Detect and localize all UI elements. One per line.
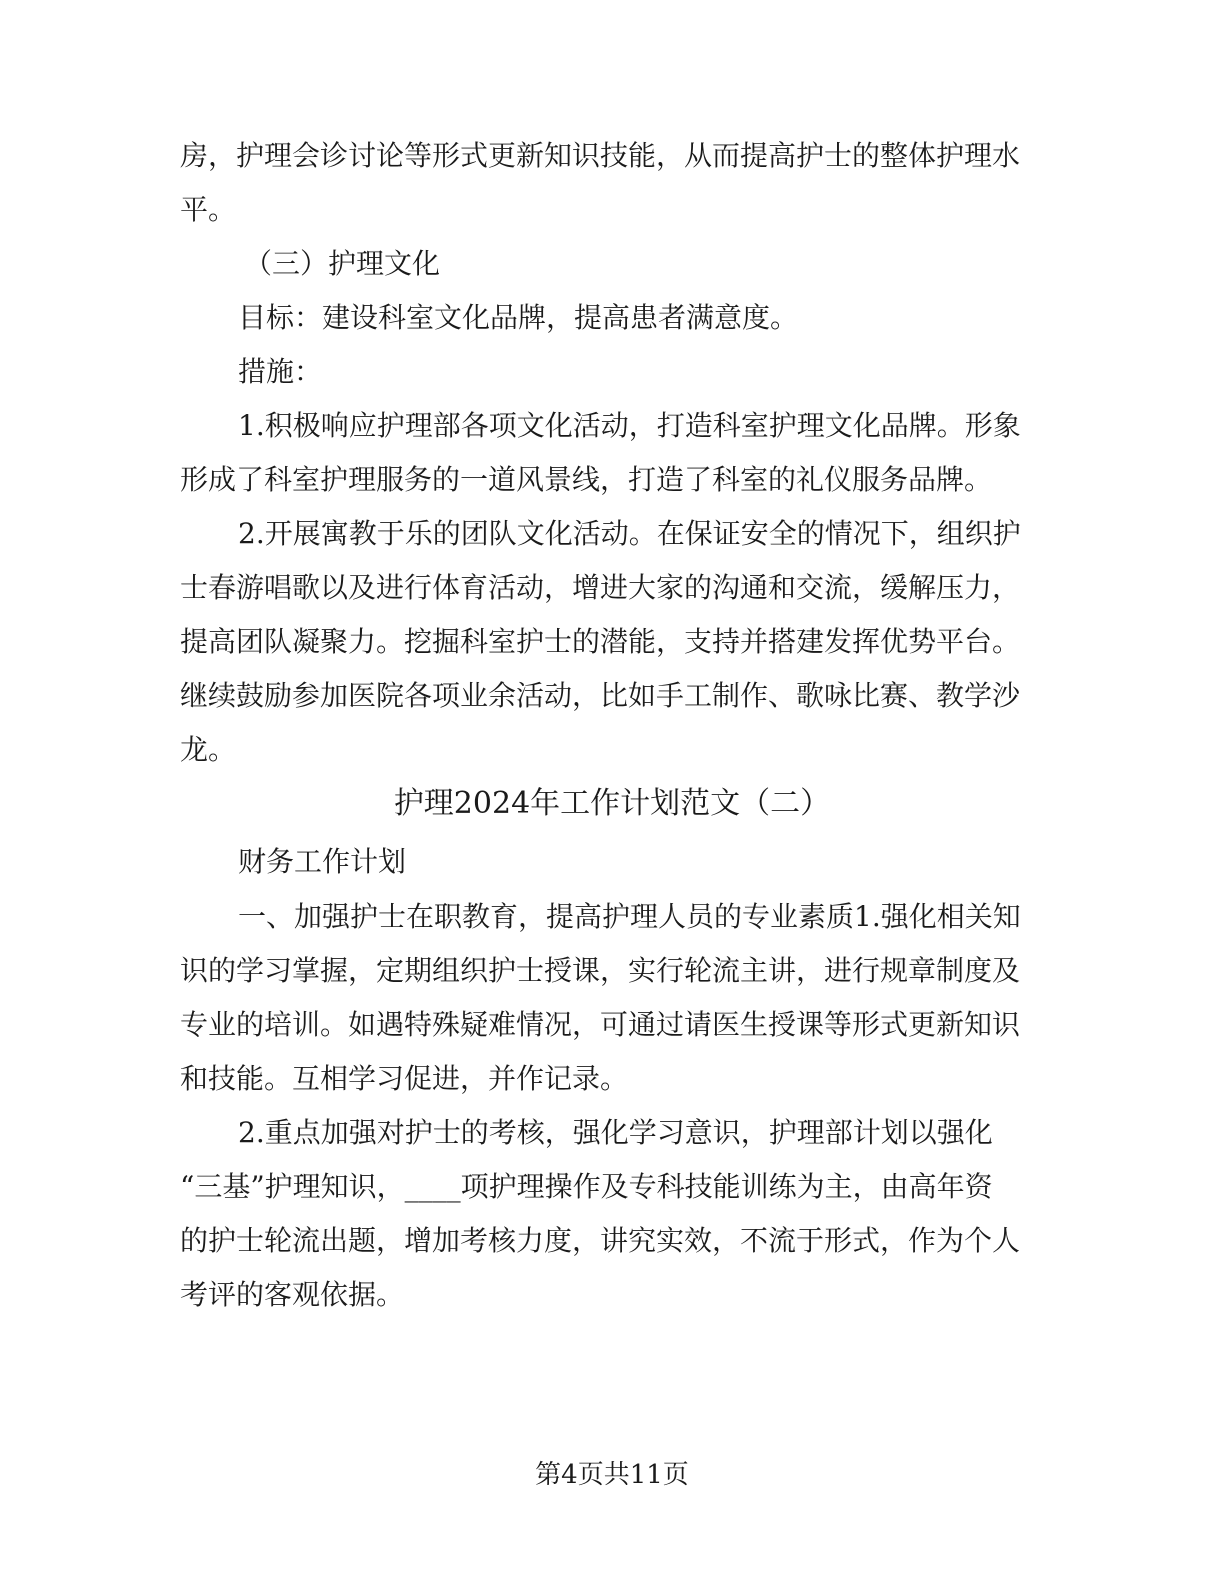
paragraph-line: 龙。 (180, 733, 237, 766)
paragraph-line: 考评的客观依据。 (180, 1278, 405, 1311)
paragraph-line: 专业的培训。如遇特殊疑难情况，可通过请医生授课等形式更新知识 (180, 1008, 1021, 1041)
paragraph-line: 2.开展寓教于乐的团队文化活动。在保证安全的情况下，组织护 (238, 517, 1021, 550)
paragraph-line: 和技能。互相学习促进，并作记录。 (180, 1062, 629, 1095)
paragraph-line: 1.积极响应护理部各项文化活动，打造科室护理文化品牌。形象 (238, 409, 1021, 442)
paragraph-line: 平。 (180, 193, 237, 226)
paragraph-line: 一、加强护士在职教育，提高护理人员的专业素质1.强化相关知 (238, 900, 1021, 933)
paragraph-line: 提高团队凝聚力。挖掘科室护士的潜能，支持并搭建发挥优势平台。 (180, 625, 1021, 658)
paragraph-line: 识的学习掌握，定期组织护士授课，实行轮流主讲，进行规章制度及 (180, 954, 1021, 987)
paragraph-line: 士春游唱歌以及进行体育活动，增进大家的沟通和交流，缓解压力， (180, 571, 1021, 604)
section-heading: （三）护理文化 (244, 247, 441, 280)
paragraph-line: 措施： (238, 355, 323, 388)
document-title: 护理2024年工作计划范文（二） (393, 786, 831, 821)
paragraph-line: 目标：建设科室文化品牌，提高患者满意度。 (238, 301, 799, 334)
paragraph-line: 房，护理会诊讨论等形式更新知识技能，从而提高护士的整体护理水 (180, 139, 1021, 172)
paragraph-line: 的护士轮流出题，增加考核力度，讲究实效，不流于形式，作为个人 (180, 1224, 1021, 1257)
section-heading: 财务工作计划 (238, 845, 407, 878)
paragraph-line: 2.重点加强对护士的考核，强化学习意识，护理部计划以强化 (238, 1116, 993, 1149)
paragraph-line: 形成了科室护理服务的一道风景线，打造了科室的礼仪服务品牌。 (180, 463, 993, 496)
paragraph-line: “三基”护理知识，____项护理操作及专科技能训练为主，由高年资 (180, 1170, 993, 1203)
page-footer: 第4页共11页 (535, 1460, 689, 1490)
paragraph-line: 继续鼓励参加医院各项业余活动，比如手工制作、歌咏比赛、教学沙 (180, 679, 1021, 712)
